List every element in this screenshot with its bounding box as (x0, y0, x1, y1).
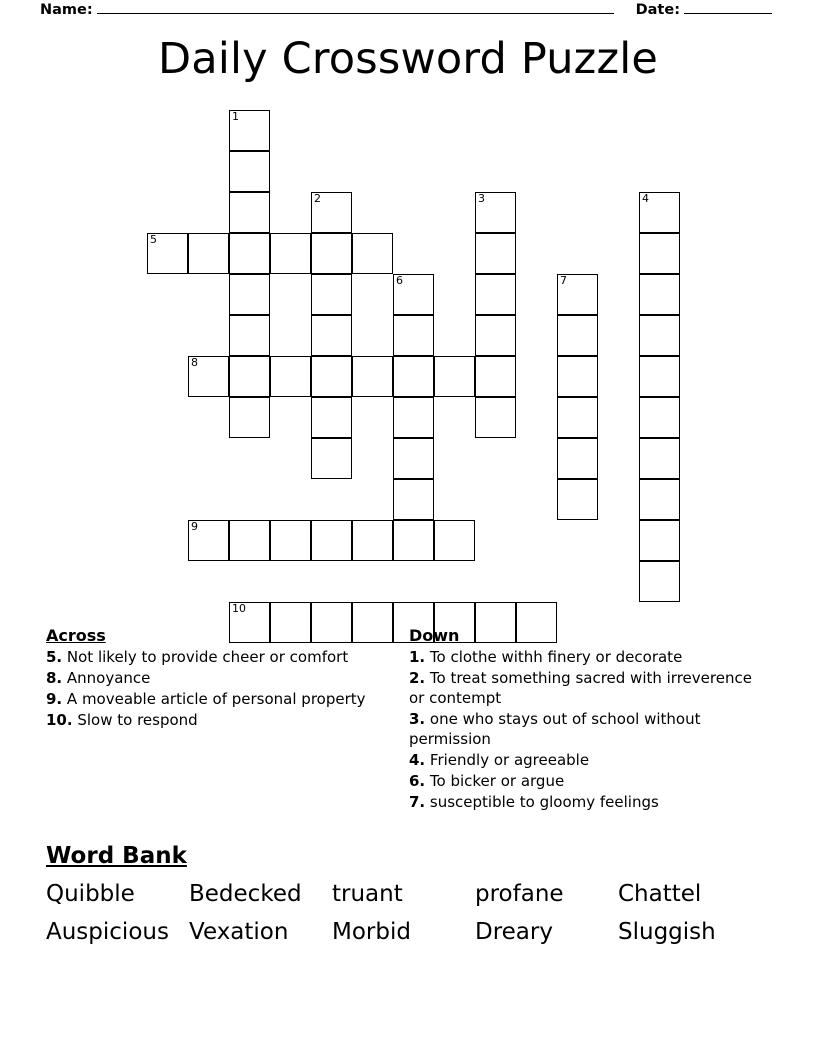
grid-cell[interactable] (229, 520, 270, 561)
word-bank-word[interactable]: Auspicious (46, 919, 169, 945)
grid-cell[interactable] (393, 274, 434, 315)
grid-cell[interactable] (475, 192, 516, 233)
grid-cell[interactable] (311, 315, 352, 356)
word-bank-section (46, 843, 776, 951)
grid-cell[interactable] (639, 520, 680, 561)
grid-cell[interactable] (352, 233, 393, 274)
grid-cell[interactable] (639, 192, 680, 233)
grid-cell[interactable] (229, 356, 270, 397)
down-clue-number: 1. (409, 648, 426, 666)
across-clue (46, 668, 396, 688)
grid-cell[interactable] (270, 356, 311, 397)
grid-cell[interactable] (147, 233, 188, 274)
grid-cell-number: 2 (314, 192, 321, 205)
grid-cell-number: 3 (478, 192, 485, 205)
grid-cell[interactable] (188, 233, 229, 274)
down-clue-text: To clothe withh finery or decorate (425, 648, 683, 666)
grid-cell[interactable] (434, 356, 475, 397)
grid-cell-number: 6 (396, 274, 403, 287)
down-clue-text: To treat something sacred with irreverence or contempt (409, 669, 752, 707)
across-clue-number: 10. (46, 711, 73, 729)
down-clue-text: susceptible to gloomy feelings (425, 793, 659, 811)
grid-cell[interactable] (557, 356, 598, 397)
grid-cell[interactable] (475, 315, 516, 356)
name-label: Name: (40, 2, 93, 18)
grid-cell[interactable] (639, 561, 680, 602)
grid-cell[interactable] (270, 233, 311, 274)
grid-cell[interactable] (475, 397, 516, 438)
grid-cell[interactable] (434, 520, 475, 561)
word-bank-row (46, 913, 776, 951)
across-clue (46, 647, 396, 667)
grid-cell[interactable] (557, 397, 598, 438)
down-clue-number: 3. (409, 710, 426, 728)
down-clue (409, 792, 759, 812)
grid-cell[interactable] (229, 151, 270, 192)
clues-across-column (46, 626, 396, 731)
grid-cell[interactable] (557, 274, 598, 315)
grid-cell[interactable] (229, 274, 270, 315)
grid-cell[interactable] (229, 315, 270, 356)
grid-cell-number: 10 (232, 602, 246, 615)
grid-cell[interactable] (557, 479, 598, 520)
word-bank-heading: Word Bank (46, 843, 187, 869)
grid-cell-number: 5 (150, 233, 157, 246)
across-clue (46, 689, 396, 709)
date-label: Date: (635, 2, 680, 18)
clues-down-column (409, 626, 759, 813)
grid-cell[interactable] (229, 110, 270, 151)
grid-cell[interactable] (188, 356, 229, 397)
word-bank-word[interactable]: profane (475, 881, 564, 907)
name-blank-line[interactable] (97, 12, 614, 14)
grid-cell[interactable] (188, 520, 229, 561)
grid-cell[interactable] (393, 356, 434, 397)
grid-cell[interactable] (639, 274, 680, 315)
down-clue-text: one who stays out of school without permission (409, 710, 701, 748)
grid-cell[interactable] (311, 397, 352, 438)
grid-cell-number: 4 (642, 192, 649, 205)
down-clue-number: 6. (409, 772, 426, 790)
down-clue (409, 771, 759, 791)
across-clue-text: Slow to respond (72, 711, 198, 729)
grid-cell[interactable] (311, 192, 352, 233)
grid-cell[interactable] (393, 438, 434, 479)
grid-cell[interactable] (639, 233, 680, 274)
across-clue-text: Not likely to provide cheer or comfort (62, 648, 349, 666)
clues-across-heading: Across (46, 626, 106, 645)
down-clue-text: Friendly or agreeable (425, 751, 590, 769)
grid-cell[interactable] (639, 438, 680, 479)
grid-cell[interactable] (475, 274, 516, 315)
grid-cell-number: 9 (191, 520, 198, 533)
word-bank-word[interactable]: Vexation (189, 919, 289, 945)
grid-cell-number: 1 (232, 110, 239, 123)
grid-cell[interactable] (475, 356, 516, 397)
grid-cell[interactable] (311, 438, 352, 479)
grid-cell[interactable] (393, 315, 434, 356)
across-clue (46, 710, 396, 730)
word-bank-word[interactable]: Bedecked (189, 881, 302, 907)
down-clue (409, 709, 759, 749)
clues-down-heading: Down (409, 626, 460, 645)
word-bank-word[interactable]: Sluggish (618, 919, 716, 945)
grid-cell[interactable] (229, 192, 270, 233)
clues-across-list (46, 647, 396, 730)
date-blank-line[interactable] (684, 12, 772, 14)
word-bank-word[interactable]: Morbid (332, 919, 411, 945)
name-date-header (40, 2, 776, 18)
grid-cell-number: 8 (191, 356, 198, 369)
grid-cell[interactable] (229, 233, 270, 274)
down-clue (409, 668, 759, 708)
grid-cell[interactable] (352, 356, 393, 397)
clues-down-list (409, 647, 759, 812)
down-clue-text: To bicker or argue (425, 772, 565, 790)
grid-cell[interactable] (311, 356, 352, 397)
grid-cell[interactable] (557, 438, 598, 479)
word-bank-rows (46, 875, 776, 951)
word-bank-word[interactable]: Dreary (475, 919, 553, 945)
crossword-grid[interactable] (0, 108, 816, 620)
grid-cell[interactable] (393, 397, 434, 438)
grid-cell[interactable] (639, 315, 680, 356)
grid-cell[interactable] (311, 274, 352, 315)
grid-cell[interactable] (557, 315, 598, 356)
grid-cell-number: 7 (560, 274, 567, 287)
grid-cell[interactable] (475, 233, 516, 274)
grid-cell[interactable] (311, 520, 352, 561)
across-clue-text: A moveable article of personal property (62, 690, 366, 708)
grid-cell[interactable] (639, 356, 680, 397)
across-clue-number: 5. (46, 648, 63, 666)
grid-cell[interactable] (393, 479, 434, 520)
word-bank-word[interactable]: truant (332, 881, 403, 907)
word-bank-row (46, 875, 776, 913)
across-clue-number: 9. (46, 690, 63, 708)
down-clue (409, 647, 759, 667)
grid-cell[interactable] (311, 233, 352, 274)
word-bank-word[interactable]: Chattel (618, 881, 702, 907)
down-clue-number: 4. (409, 751, 426, 769)
down-clue-number: 2. (409, 669, 426, 687)
page-title: Daily Crossword Puzzle (157, 34, 659, 84)
grid-cell[interactable] (270, 520, 311, 561)
word-bank-word[interactable]: Quibble (46, 881, 135, 907)
grid-cell[interactable] (229, 397, 270, 438)
grid-cell[interactable] (639, 479, 680, 520)
down-clue-number: 7. (409, 793, 426, 811)
grid-cell[interactable] (393, 520, 434, 561)
down-clue (409, 750, 759, 770)
grid-cell[interactable] (639, 397, 680, 438)
across-clue-number: 8. (46, 669, 63, 687)
clues-section (46, 626, 776, 836)
across-clue-text: Annoyance (62, 669, 151, 687)
grid-cell[interactable] (352, 520, 393, 561)
date-group (636, 2, 776, 18)
